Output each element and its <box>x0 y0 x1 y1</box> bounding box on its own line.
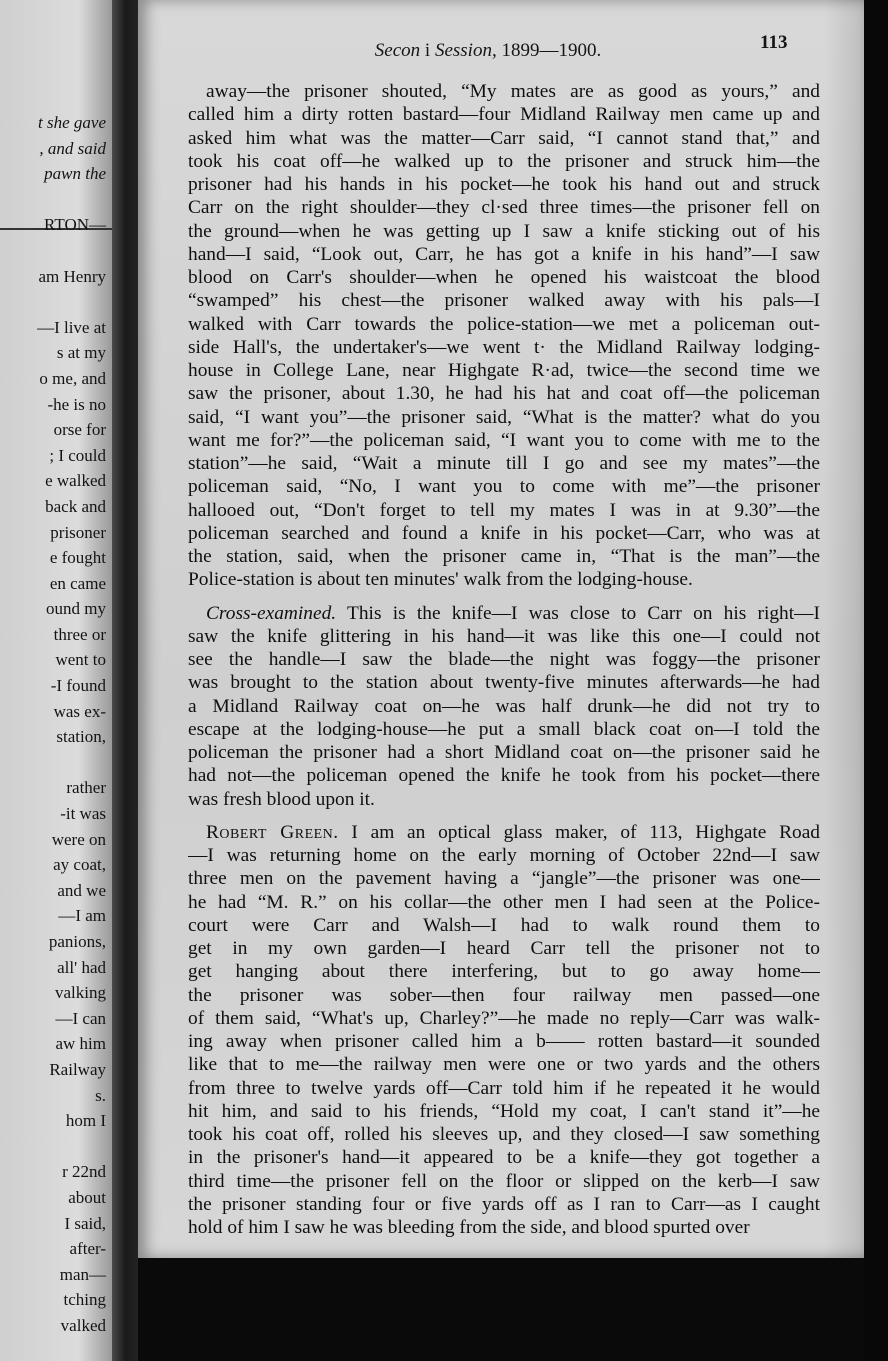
text-line: of them said, “What's up, Charley?”—he made no reply—Carr was walk- <box>188 1007 820 1029</box>
left-page-line: man— <box>59 1264 106 1284</box>
left-page-line: orse for <box>53 420 106 440</box>
text-line: hand—I said, “Look out, Carr, he has got a knife in his hand”—I saw <box>188 243 820 265</box>
text-line: get in my own garden—I heard Carr tell the prisoner not to <box>188 938 820 959</box>
text-line: see the handle—I saw the blade—the night was foggy—the prisoner <box>188 649 820 670</box>
text-line: policeman the prisoner had a short Midland coat on—the prisoner said he <box>188 742 820 763</box>
text-line: a Midland Railway coat on—he was half drunk—he did not try to <box>188 695 820 717</box>
left-page-text <box>37 110 106 1339</box>
text-line: escape at the lodging-house—he put a small black coat on—I told the <box>188 718 820 740</box>
text-line: Police-station is about ten minutes' walk from the lodging-house. <box>188 569 693 591</box>
text-line: blood on Carr's shoulder—when he opened his waistcoat the blood <box>188 267 820 288</box>
text-line: saw the knife glittering in his hand—it was like this one—I could not <box>188 625 820 647</box>
left-page-line: —I can <box>55 1008 106 1028</box>
left-page-line: ound my <box>46 599 106 619</box>
left-page-line: , and said <box>39 138 106 158</box>
text-line: the station, said, when the prisoner came in, “That is the man”—the <box>188 546 820 567</box>
background-edge <box>864 0 888 1361</box>
paragraph-lead: Cross-examined. <box>206 602 337 624</box>
text-line: walked with Carr towards the police-station—we met a policeman out- <box>188 313 820 335</box>
left-page-line: ay coat, <box>53 855 106 875</box>
left-page-line: hom I <box>65 1111 106 1131</box>
left-page-line: after- <box>69 1239 106 1259</box>
text-line <box>188 602 820 625</box>
left-page-line: valked <box>60 1315 106 1335</box>
left-page-line: and we <box>57 880 106 900</box>
text-line: —I was returning home on the early morning of October 22nd—I saw <box>188 845 820 866</box>
left-page-line <box>37 187 106 213</box>
text-line: saw the prisoner, about 1.30, he had his hat and coat off—the policeman <box>188 383 820 405</box>
left-page-line <box>37 750 106 776</box>
paragraph-cross-examined <box>188 602 820 811</box>
left-page-line: e fought <box>49 548 106 568</box>
background-dark <box>138 1258 888 1361</box>
running-head-part-a: Secon <box>374 40 421 61</box>
left-page-line: -it was <box>60 804 106 824</box>
left-page-line: o me, and <box>39 368 106 388</box>
running-head <box>368 40 608 62</box>
left-page-line <box>37 289 106 315</box>
text-line: took his coat off—he walked up to the prisoner and struck him—the <box>188 150 820 172</box>
left-page-line: -he is no <box>47 394 106 414</box>
left-facing-page <box>0 0 112 1361</box>
left-page-line: s at my <box>56 343 106 363</box>
text-line: want me for?”—the policeman said, “I want you to come with me to the <box>188 429 820 451</box>
text-line: “swamped” his chest—the prisoner walked away with his pals—I <box>188 290 820 312</box>
left-page-line: rather <box>66 778 106 798</box>
left-page-line: prisoner <box>50 522 106 542</box>
left-page-line: aw him <box>55 1034 106 1054</box>
left-page-line: -I found <box>50 676 106 696</box>
left-page-line: were on <box>51 829 106 849</box>
left-page-line: station, <box>56 727 106 747</box>
text-line: policeman said, “No, I want you to come with me”—the prisoner <box>188 476 820 498</box>
text-line: ing away when prisoner called him a b—— rotten bastard—it sounded <box>188 1031 820 1052</box>
left-page-line: I said, <box>64 1213 106 1233</box>
text-line: the prisoner was sober—then four railway men passed—one <box>188 984 820 1006</box>
left-page-line: was ex- <box>53 701 106 721</box>
text-line: said, “I want you”—the prisoner said, “What is the matter? what do you <box>188 406 820 428</box>
text-line: took his coat off, rolled his sleeves up, and they closed—I saw something <box>188 1124 820 1145</box>
left-page-line: —I am <box>58 906 106 926</box>
text-line: side Hall's, the undertaker's—we went t· the Midland Railway lodging- <box>188 336 820 358</box>
text-line: house in College Lane, near Highgate R·ad, twice—the second time we <box>188 360 820 381</box>
running-head-part-c: Session, <box>434 40 497 61</box>
left-page-line: pawn the <box>44 164 106 184</box>
left-page-line: ; I could <box>49 445 106 465</box>
text-line: hit him, and said to his friends, “Hold my coat, I can't stand it”—he <box>188 1100 820 1122</box>
text-line: three men on the pavement having a “jangle”—the prisoner was one— <box>188 868 820 890</box>
paragraph-testimony <box>188 80 820 592</box>
left-page-line: went to <box>55 650 106 670</box>
left-page-line: RTON— <box>44 215 106 235</box>
text-line: policeman searched and found a knife in his pocket—Carr, who was at <box>188 522 820 544</box>
text-line: third time—the prisoner fell on the floor or slipped on the kerb—I saw <box>188 1170 820 1192</box>
text-line <box>188 821 820 844</box>
left-page-line: en came <box>49 573 106 593</box>
left-page-line: about <box>68 1187 106 1207</box>
text-line: from three to twelve yards off—Carr told him if he repeated it he would <box>188 1077 820 1099</box>
text-line: hold of him I saw he was bleeding from the side, and blood spurted over <box>188 1217 750 1238</box>
text-line: away—the prisoner shouted, “My mates are as good as yours,” and <box>206 81 820 102</box>
text-line: prisoner had his hands in his pocket—he took his hand out and struck <box>188 174 820 195</box>
left-page-line: tching <box>63 1290 106 1310</box>
paragraph-lead-rest: I am an optical glass maker, of 113, Highgate Road <box>338 821 820 843</box>
text-line: Carr on the right shoulder—they cl·sed three times—the prisoner fell on <box>188 197 820 219</box>
text-line: court were Carr and Walsh—I had to walk round them to <box>188 914 820 936</box>
left-page-line: e walked <box>45 471 106 491</box>
text-line: in the prisoner's hand—it appeared to be a knife—they got together a <box>188 1147 820 1169</box>
running-head-part-d: 1899—1900. <box>501 40 602 61</box>
right-page <box>138 0 864 1258</box>
running-head-part-b: i <box>424 40 431 61</box>
page-shade <box>824 0 864 1258</box>
text-line: hallooed out, “Don't forget to tell my mates I was in at 9.30”—the <box>188 499 820 521</box>
left-page-line: —I live at <box>37 317 106 337</box>
left-page-line: all' had <box>57 957 106 977</box>
left-page-line: valking <box>55 983 106 1003</box>
left-page-line: t she gave <box>38 113 106 132</box>
text-line: the prisoner standing four or five yards off as I ran to Carr—as I caught <box>188 1193 820 1215</box>
text-line: he had “M. R.” on his collar—the other men I had seen at the Police- <box>188 891 820 913</box>
left-page-line <box>37 238 106 264</box>
left-page-line: panions, <box>48 932 106 951</box>
paragraph-robert-green <box>188 821 820 1240</box>
body-text <box>188 80 820 1239</box>
paragraph-lead: Robert Green. <box>206 821 339 843</box>
text-line: like that to me—the railway men were one or two yards and the others <box>188 1054 820 1076</box>
left-page-line: Railway <box>49 1059 106 1079</box>
text-line: station”—he said, “Wait a minute till I go and see my mates”—the <box>188 453 820 474</box>
text-line: get hanging about there interfering, but to go away home— <box>188 961 820 983</box>
text-line: was brought to the station about twenty-five minutes afterwards—he had <box>188 672 820 694</box>
text-line: the ground—when he was getting up I saw a knife sticking out of his <box>188 220 820 242</box>
left-page-line: three or <box>53 624 106 644</box>
left-page-line: am Henry <box>38 266 106 286</box>
text-line: had not—the policeman opened the knife he took from his pocket—there <box>188 765 820 787</box>
paragraph-lead-rest: This is the knife—I was close to Carr on his right—I <box>336 602 820 624</box>
text-line: was fresh blood upon it. <box>188 788 375 810</box>
page-number: 113 <box>760 32 788 53</box>
left-page-line <box>37 1134 106 1160</box>
text-line: asked him what was the matter—Carr said, “I cannot stand that,” and <box>188 127 820 149</box>
left-page-line: r 22nd <box>62 1162 106 1182</box>
left-page-line: back and <box>45 496 106 516</box>
text-line: called him a dirty rotten bastard—four Midland Railway men came up and <box>188 104 820 126</box>
left-page-line: s. <box>95 1085 106 1105</box>
